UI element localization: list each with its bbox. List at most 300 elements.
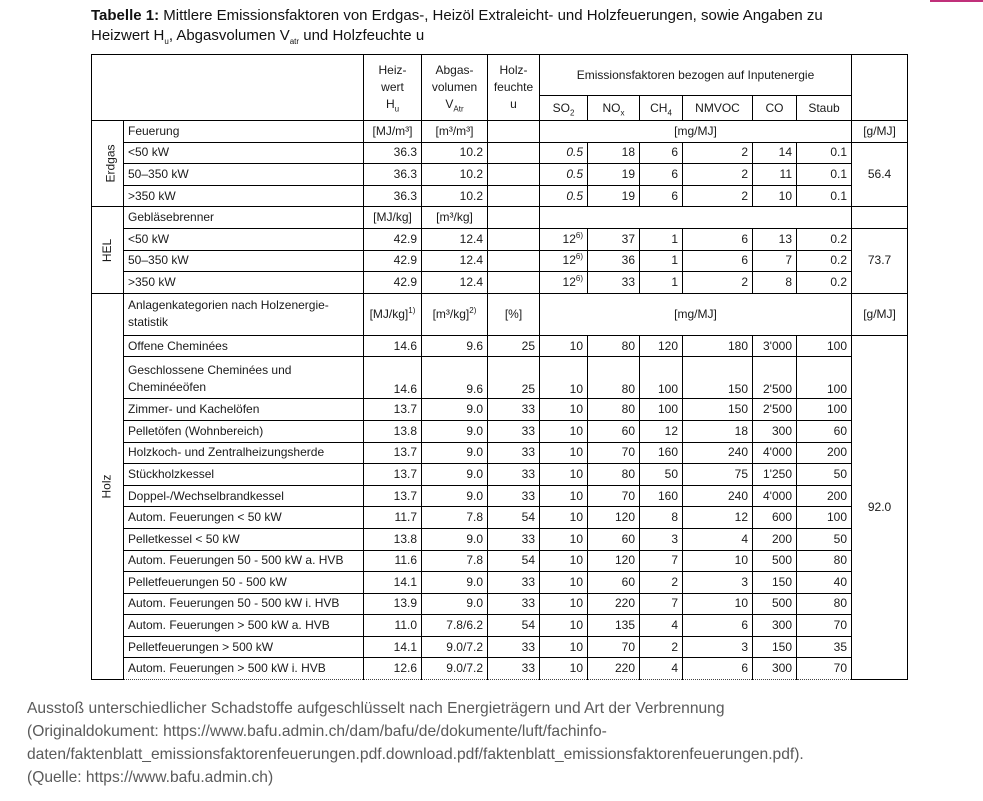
group-holz xyxy=(92,293,124,679)
value-cell: 160 xyxy=(640,485,683,507)
table-row xyxy=(92,207,908,229)
value-cell: 9.0/7.2 xyxy=(422,658,488,680)
table-row xyxy=(92,442,908,464)
value-cell: 13.7 xyxy=(364,399,422,421)
row-label: Geschlossene Cheminées und Cheminéeöfen xyxy=(124,357,364,399)
value-cell: 100 xyxy=(797,507,852,529)
value-cell: 7 xyxy=(753,250,797,272)
value-cell: 100 xyxy=(640,399,683,421)
empty-cell xyxy=(540,207,852,229)
header-text: u xyxy=(510,97,517,111)
value-cell: 14.6 xyxy=(364,357,422,399)
value-cell: 40 xyxy=(797,572,852,594)
table-row xyxy=(92,485,908,507)
caption-line: (Originaldokument: https://www.bafu.admin.ch/dam/bafu/de/dokumente/luft/fachinfo- xyxy=(27,723,607,740)
value-cell: 0.1 xyxy=(797,185,852,207)
table-row xyxy=(92,357,908,399)
row-label: Pelletöfen (Wohnbereich) xyxy=(124,420,364,442)
header-row xyxy=(92,55,908,96)
row-label: 50–350 kW xyxy=(124,250,364,272)
footnote-marker: 6) xyxy=(575,230,583,240)
value-cell: 300 xyxy=(753,658,797,680)
value-cell: 12.4 xyxy=(422,272,488,294)
value-cell: 12 xyxy=(640,420,683,442)
value-cell xyxy=(540,250,588,272)
group-erdgas-label: Erdgas xyxy=(103,144,118,183)
empty-cell xyxy=(488,185,540,207)
row-label: Pelletfeuerungen 50 - 500 kW xyxy=(124,572,364,594)
value-cell: 33 xyxy=(488,636,540,658)
unit-cell: [%] xyxy=(488,293,540,335)
value-cell: 70 xyxy=(797,615,852,637)
table-number: Tabelle 1: xyxy=(91,7,160,24)
value-cell: 0.2 xyxy=(797,250,852,272)
table-row xyxy=(92,228,908,250)
category-label: Anlagenkategorien nach Holzenergie-statistik xyxy=(124,293,364,335)
value-cell: 300 xyxy=(753,420,797,442)
table-row xyxy=(92,293,908,335)
value-cell: 9.0/7.2 xyxy=(422,636,488,658)
so2-value: 12 xyxy=(562,274,576,289)
caption-line: (Quelle: https://www.bafu.admin.ch) xyxy=(27,769,274,786)
empty-cell xyxy=(488,228,540,250)
row-label: <50 kW xyxy=(124,228,364,250)
header-heizwert xyxy=(364,55,422,121)
accent-line xyxy=(930,0,983,2)
value-cell: 11.6 xyxy=(364,550,422,572)
value-cell: 9.0 xyxy=(422,593,488,615)
value-cell: 14.1 xyxy=(364,636,422,658)
value-cell: 36.3 xyxy=(364,185,422,207)
row-label: Pelletkessel < 50 kW xyxy=(124,528,364,550)
value-cell: 10 xyxy=(540,507,588,529)
value-cell: 50 xyxy=(640,464,683,486)
value-cell: 60 xyxy=(588,572,640,594)
value-cell: 36.3 xyxy=(364,142,422,164)
header-text: Holz- xyxy=(499,63,528,77)
value-cell: 2 xyxy=(640,572,683,594)
value-cell: 70 xyxy=(797,658,852,680)
value-cell: 18 xyxy=(683,420,753,442)
header-text: V xyxy=(445,97,454,111)
value-cell: 150 xyxy=(753,572,797,594)
so2-value: 12 xyxy=(562,231,576,246)
value-cell: 7 xyxy=(640,550,683,572)
co2-value: 92.0 xyxy=(852,335,908,679)
value-cell: 7 xyxy=(640,593,683,615)
header-text: feuchte xyxy=(493,80,534,94)
value-cell: 33 xyxy=(488,464,540,486)
value-cell: 0.2 xyxy=(797,228,852,250)
header-abgasvolumen xyxy=(422,55,488,121)
group-erdgas xyxy=(92,121,124,207)
header-emissions-group: Emissionsfaktoren bezogen auf Inputenergie xyxy=(540,55,852,96)
unit-cell: [g/MJ] xyxy=(852,293,908,335)
unit-text: [m³/kg] xyxy=(432,306,470,321)
value-cell: 33 xyxy=(488,485,540,507)
value-cell: 33 xyxy=(488,528,540,550)
value-cell: 10.2 xyxy=(422,142,488,164)
value-cell: 33 xyxy=(488,442,540,464)
value-cell: 33 xyxy=(488,572,540,594)
row-label: 50–350 kW xyxy=(124,164,364,186)
value-cell: 3 xyxy=(683,572,753,594)
category-label: Feuerung xyxy=(124,121,364,143)
table-row xyxy=(92,528,908,550)
value-cell: 35 xyxy=(797,636,852,658)
value-cell: 0.1 xyxy=(797,164,852,186)
row-label: Autom. Feuerungen > 500 kW i. HVB xyxy=(124,658,364,680)
value-cell: 50 xyxy=(797,528,852,550)
value-cell: 0.2 xyxy=(797,272,852,294)
title-text-line2c: und Holzfeuchte u xyxy=(299,27,425,44)
header-nox: $NO_x$ xyxy=(588,96,640,121)
value-cell: 12.4 xyxy=(422,250,488,272)
value-cell: 7.8/6.2 xyxy=(422,615,488,637)
value-cell: 6 xyxy=(640,185,683,207)
value-cell: 10 xyxy=(683,550,753,572)
value-cell: 10 xyxy=(753,185,797,207)
header-ch4: $CH_4$ xyxy=(640,96,683,121)
unit-cell: [mg/MJ] xyxy=(540,121,852,143)
value-cell: 18 xyxy=(588,142,640,164)
value-cell: 100 xyxy=(640,357,683,399)
group-holz-label: Holz xyxy=(99,474,114,499)
value-cell: 3'000 xyxy=(753,335,797,357)
value-cell: 33 xyxy=(488,658,540,680)
value-cell: 150 xyxy=(683,357,753,399)
table-row xyxy=(92,399,908,421)
value-cell: 300 xyxy=(753,615,797,637)
value-cell: 13.8 xyxy=(364,528,422,550)
emission-table-container xyxy=(91,54,911,682)
value-cell: 9.0 xyxy=(422,528,488,550)
value-cell: 100 xyxy=(797,399,852,421)
table-row xyxy=(92,593,908,615)
value-cell: 60 xyxy=(588,528,640,550)
value-cell: 10 xyxy=(540,464,588,486)
empty-cell xyxy=(488,272,540,294)
value-cell: 1 xyxy=(640,228,683,250)
table-row xyxy=(92,572,908,594)
value-cell: 13.7 xyxy=(364,464,422,486)
value-cell: 2 xyxy=(683,272,753,294)
co2-value: 56.4 xyxy=(852,142,908,207)
table-title xyxy=(91,6,971,46)
unit-cell: [MJ/m³] xyxy=(364,121,422,143)
value-cell: 10 xyxy=(540,399,588,421)
row-label: Holzkoch- und Zentralheizungsherde xyxy=(124,442,364,464)
value-cell: 7.8 xyxy=(422,507,488,529)
value-cell: 200 xyxy=(797,442,852,464)
value-cell: 8 xyxy=(753,272,797,294)
value-cell: 60 xyxy=(797,420,852,442)
value-cell: 1'250 xyxy=(753,464,797,486)
unit-cell: [m³/m³] xyxy=(422,121,488,143)
table-row xyxy=(92,636,908,658)
value-cell: 1 xyxy=(640,250,683,272)
value-cell: 37 xyxy=(588,228,640,250)
value-cell: 120 xyxy=(588,550,640,572)
title-subscript: atr xyxy=(289,37,300,46)
header-text: wert xyxy=(381,80,404,94)
value-cell: 120 xyxy=(588,507,640,529)
table-row xyxy=(92,615,908,637)
value-cell: 14.1 xyxy=(364,572,422,594)
value-cell: 10 xyxy=(540,442,588,464)
value-cell: 13.9 xyxy=(364,593,422,615)
value-cell: 80 xyxy=(588,335,640,357)
unit-cell: [g/MJ] xyxy=(852,121,908,143)
value-cell: 19 xyxy=(588,164,640,186)
unit-cell: [m³/kg] xyxy=(422,207,488,229)
caption-line: daten/faktenblatt_emissionsfaktorenfeuerungen.pdf.download.pdf/faktenblatt_emissionsfaktorenfeuerungen.pdf). xyxy=(27,746,804,763)
value-cell: 10 xyxy=(540,658,588,680)
table-row xyxy=(92,185,908,207)
value-cell: 25 xyxy=(488,357,540,399)
value-cell: 220 xyxy=(588,593,640,615)
row-label: >350 kW xyxy=(124,272,364,294)
value-cell: 33 xyxy=(488,593,540,615)
value-cell: 70 xyxy=(588,442,640,464)
value-cell: 8 xyxy=(640,507,683,529)
empty-cell xyxy=(488,207,540,229)
value-cell: 0.5 xyxy=(540,164,588,186)
table-row xyxy=(92,142,908,164)
value-cell: 10 xyxy=(540,528,588,550)
table-row xyxy=(92,550,908,572)
table-row xyxy=(92,420,908,442)
value-cell: 0.5 xyxy=(540,142,588,164)
row-label: Autom. Feuerungen < 50 kW xyxy=(124,507,364,529)
row-label: Zimmer- und Kachelöfen xyxy=(124,399,364,421)
value-cell: 9.0 xyxy=(422,442,488,464)
row-label: Stückholzkessel xyxy=(124,464,364,486)
header-text: volumen xyxy=(431,80,478,94)
value-cell: 9.6 xyxy=(422,357,488,399)
unit-cell: [MJ/kg] xyxy=(364,207,422,229)
empty-cell xyxy=(488,164,540,186)
footnote-marker: 6) xyxy=(575,252,583,262)
value-cell: 9.0 xyxy=(422,572,488,594)
value-cell: 54 xyxy=(488,550,540,572)
value-cell: 50 xyxy=(797,464,852,486)
table-row xyxy=(92,507,908,529)
header-holzfeuchte xyxy=(488,55,540,121)
header-nmvoc: NMVOC xyxy=(683,96,753,121)
header-co: CO xyxy=(753,96,797,121)
value-cell: 13.8 xyxy=(364,420,422,442)
value-cell: 10 xyxy=(540,615,588,637)
header-co2-spacer xyxy=(852,55,908,121)
value-cell: 4 xyxy=(683,528,753,550)
value-cell: 60 xyxy=(588,420,640,442)
value-cell: 13.7 xyxy=(364,442,422,464)
value-cell: 9.0 xyxy=(422,464,488,486)
unit-cell: [mg/MJ] xyxy=(540,293,852,335)
value-cell: 120 xyxy=(640,335,683,357)
value-cell: 6 xyxy=(640,164,683,186)
value-cell: 80 xyxy=(588,357,640,399)
group-hel xyxy=(92,207,124,293)
value-cell: 14 xyxy=(753,142,797,164)
title-subscript: u xyxy=(164,37,169,46)
value-cell: 14.6 xyxy=(364,335,422,357)
value-cell: 11.0 xyxy=(364,615,422,637)
row-label: Offene Cheminées xyxy=(124,335,364,357)
value-cell xyxy=(540,272,588,294)
table-row xyxy=(92,464,908,486)
value-cell: 80 xyxy=(797,593,852,615)
value-cell: 10 xyxy=(540,572,588,594)
emission-table xyxy=(91,54,908,680)
row-label: Doppel-/Wechselbrandkessel xyxy=(124,485,364,507)
value-cell: 10 xyxy=(540,550,588,572)
header-staub: Staub xyxy=(797,96,852,121)
value-cell: 2 xyxy=(683,142,753,164)
value-cell: 135 xyxy=(588,615,640,637)
value-cell: 100 xyxy=(797,335,852,357)
value-cell: 2'500 xyxy=(753,357,797,399)
value-cell: 80 xyxy=(588,399,640,421)
value-cell: 33 xyxy=(488,399,540,421)
value-cell: 12.4 xyxy=(422,228,488,250)
value-cell: 180 xyxy=(683,335,753,357)
value-cell: 2'500 xyxy=(753,399,797,421)
value-cell xyxy=(540,228,588,250)
row-label: Autom. Feuerungen 50 - 500 kW a. HVB xyxy=(124,550,364,572)
value-cell: 600 xyxy=(753,507,797,529)
title-text-line2b: , Abgasvolumen V xyxy=(168,27,290,44)
header-subscript: Atr xyxy=(453,104,464,114)
category-label: Gebläsebrenner xyxy=(124,207,364,229)
value-cell: 36 xyxy=(588,250,640,272)
group-hel-label: HEL xyxy=(100,238,114,262)
value-cell: 0.1 xyxy=(797,142,852,164)
value-cell: 9.0 xyxy=(422,420,488,442)
header-text: H xyxy=(385,97,395,111)
value-cell: 10 xyxy=(540,335,588,357)
footnote-marker: 6) xyxy=(575,273,583,283)
value-cell: 25 xyxy=(488,335,540,357)
value-cell: 4 xyxy=(640,658,683,680)
value-cell: 3 xyxy=(683,636,753,658)
value-cell: 10 xyxy=(540,485,588,507)
co2-value: 73.7 xyxy=(852,228,908,293)
value-cell: 11.7 xyxy=(364,507,422,529)
value-cell: 200 xyxy=(797,485,852,507)
value-cell: 10.2 xyxy=(422,185,488,207)
value-cell: 7.8 xyxy=(422,550,488,572)
value-cell: 12 xyxy=(683,507,753,529)
value-cell: 500 xyxy=(753,550,797,572)
value-cell: 10 xyxy=(540,593,588,615)
value-cell: 2 xyxy=(683,164,753,186)
caption-line: Ausstoß unterschiedlicher Schadstoffe aufgeschlüsselt nach Energieträgern und Art der Verbrennung xyxy=(27,700,725,717)
value-cell: 2 xyxy=(683,185,753,207)
value-cell: 6 xyxy=(683,658,753,680)
row-label: >350 kW xyxy=(124,185,364,207)
row-label: Pelletfeuerungen > 500 kW xyxy=(124,636,364,658)
value-cell: 240 xyxy=(683,485,753,507)
value-cell: 9.0 xyxy=(422,399,488,421)
row-label: Autom. Feuerungen > 500 kW a. HVB xyxy=(124,615,364,637)
value-cell: 19 xyxy=(588,185,640,207)
header-so2: $SO_2$ xyxy=(540,96,588,121)
header-empty-cell xyxy=(92,55,364,121)
value-cell: 150 xyxy=(753,636,797,658)
value-cell: 6 xyxy=(683,615,753,637)
title-text: Mittlere Emissionsfaktoren von Erdgas-, Heizöl Extraleicht- und Holzfeuerungen, sowie Angaben zu xyxy=(159,7,823,24)
value-cell: 75 xyxy=(683,464,753,486)
value-cell: 9.6 xyxy=(422,335,488,357)
figure-caption xyxy=(27,697,967,789)
so2-value: 12 xyxy=(562,253,576,268)
value-cell: 10 xyxy=(540,636,588,658)
value-cell: 4 xyxy=(640,615,683,637)
value-cell: 10 xyxy=(540,357,588,399)
value-cell: 100 xyxy=(797,357,852,399)
value-cell: 0.5 xyxy=(540,185,588,207)
empty-cell xyxy=(488,250,540,272)
value-cell: 2 xyxy=(640,636,683,658)
value-cell: 11 xyxy=(753,164,797,186)
unit-text: [MJ/kg] xyxy=(369,306,409,321)
value-cell: 6 xyxy=(683,250,753,272)
value-cell: 10 xyxy=(683,593,753,615)
empty-cell xyxy=(488,142,540,164)
value-cell: 1 xyxy=(640,272,683,294)
value-cell: 10.2 xyxy=(422,164,488,186)
value-cell: 3 xyxy=(640,528,683,550)
table-row xyxy=(92,272,908,294)
footnote-marker: 2) xyxy=(469,305,477,315)
value-cell: 9.0 xyxy=(422,485,488,507)
value-cell: 54 xyxy=(488,507,540,529)
value-cell: 33 xyxy=(488,420,540,442)
value-cell: 70 xyxy=(588,636,640,658)
header-text: Heiz- xyxy=(378,63,407,77)
value-cell: 220 xyxy=(588,658,640,680)
value-cell: 160 xyxy=(640,442,683,464)
value-cell: 12.6 xyxy=(364,658,422,680)
value-cell: 6 xyxy=(640,142,683,164)
value-cell: 240 xyxy=(683,442,753,464)
footnote-marker: 1) xyxy=(408,305,416,315)
value-cell: 42.9 xyxy=(364,228,422,250)
table-row xyxy=(92,335,908,357)
header-subscript: u xyxy=(394,104,400,114)
value-cell: 36.3 xyxy=(364,164,422,186)
value-cell: 70 xyxy=(588,485,640,507)
header-text: Abgas- xyxy=(435,63,474,77)
value-cell: 13 xyxy=(753,228,797,250)
table-row xyxy=(92,658,908,680)
unit-cell xyxy=(364,293,422,335)
value-cell: 200 xyxy=(753,528,797,550)
row-label: Autom. Feuerungen 50 - 500 kW i. HVB xyxy=(124,593,364,615)
unit-cell xyxy=(422,293,488,335)
value-cell: 13.7 xyxy=(364,485,422,507)
value-cell: 42.9 xyxy=(364,272,422,294)
value-cell: 80 xyxy=(797,550,852,572)
value-cell: 150 xyxy=(683,399,753,421)
table-row xyxy=(92,121,908,143)
value-cell: 4'000 xyxy=(753,485,797,507)
table-row xyxy=(92,164,908,186)
value-cell: 500 xyxy=(753,593,797,615)
value-cell: 4'000 xyxy=(753,442,797,464)
